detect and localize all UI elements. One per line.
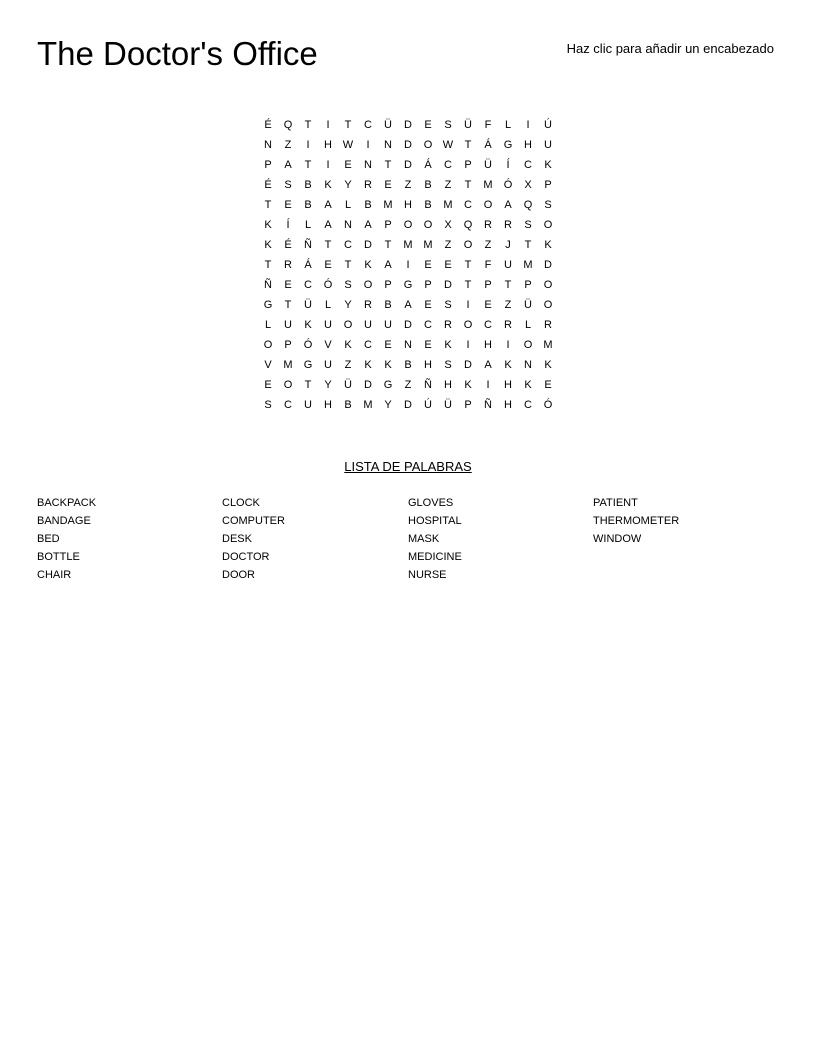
grid-letter: O — [403, 219, 413, 231]
grid-letter: R — [504, 219, 512, 231]
grid-letter: I — [466, 339, 470, 351]
grid-row — [258, 135, 558, 155]
grid-letter: P — [384, 219, 392, 231]
grid-letter: L — [504, 119, 512, 131]
grid-letter: E — [424, 339, 432, 351]
grid-row — [258, 155, 558, 175]
grid-letter: D — [404, 139, 412, 151]
grid-letter: B — [304, 199, 312, 211]
grid-letter: H — [444, 379, 452, 391]
grid-letter: B — [424, 179, 432, 191]
grid-letter: U — [544, 139, 552, 151]
grid-letter: E — [264, 379, 272, 391]
grid-letter: Ü — [524, 299, 532, 311]
grid-letter: O — [523, 339, 533, 351]
grid-letter: T — [524, 239, 532, 251]
grid-letter: E — [424, 299, 432, 311]
grid-letter: V — [324, 339, 332, 351]
grid-letter: N — [344, 219, 352, 231]
grid-letter: L — [524, 319, 532, 331]
word-list-title — [0, 459, 816, 475]
grid-letter: I — [326, 159, 330, 171]
grid-letter: K — [364, 259, 372, 271]
grid-letter: H — [424, 359, 432, 371]
grid-letter: P — [544, 179, 552, 191]
grid-letter: C — [304, 279, 312, 291]
grid-letter: G — [503, 139, 513, 151]
grid-letter: G — [383, 379, 393, 391]
grid-letter: T — [344, 259, 352, 271]
grid-letter: O — [423, 219, 433, 231]
grid-letter: M — [283, 359, 293, 371]
grid-letter: U — [304, 399, 312, 411]
grid-letter: R — [284, 259, 292, 271]
grid-letter: I — [306, 139, 310, 151]
grid-row — [258, 395, 558, 415]
grid-letter: A — [404, 299, 412, 311]
grid-letter: T — [344, 119, 352, 131]
word-list-item: BANDAGE — [37, 515, 91, 527]
grid-letter: A — [324, 199, 332, 211]
grid-letter: P — [464, 159, 472, 171]
grid-letter: D — [404, 319, 412, 331]
grid-letter: Y — [344, 299, 352, 311]
grid-letter: E — [424, 119, 432, 131]
grid-row — [258, 235, 558, 255]
grid-letter: N — [404, 339, 412, 351]
grid-letter: E — [344, 159, 352, 171]
grid-letter: E — [284, 199, 292, 211]
grid-letter: O — [543, 299, 553, 311]
grid-letter: A — [504, 199, 512, 211]
grid-letter: C — [524, 399, 532, 411]
grid-letter: B — [304, 179, 312, 191]
grid-letter: T — [384, 239, 392, 251]
grid-letter: Ü — [484, 159, 492, 171]
grid-letter: E — [284, 279, 292, 291]
grid-letter: K — [304, 319, 312, 331]
grid-letter: Z — [444, 179, 452, 191]
grid-letter: Q — [463, 219, 473, 231]
grid-letter: T — [464, 179, 472, 191]
grid-letter: T — [284, 299, 292, 311]
grid-letter: H — [504, 399, 512, 411]
grid-letter: A — [384, 259, 392, 271]
grid-letter: O — [483, 199, 493, 211]
grid-letter: Z — [344, 359, 352, 371]
grid-letter: M — [383, 199, 393, 211]
grid-letter: W — [442, 139, 454, 151]
grid-letter: P — [484, 279, 492, 291]
word-list-item: BOTTLE — [37, 551, 80, 563]
grid-letter: C — [364, 339, 372, 351]
grid-letter: C — [444, 159, 452, 171]
grid-letter: T — [304, 159, 312, 171]
grid-letter: Y — [384, 399, 392, 411]
grid-letter: L — [264, 319, 272, 331]
grid-letter: K — [264, 239, 272, 251]
grid-letter: R — [544, 319, 552, 331]
grid-row — [258, 215, 558, 235]
grid-letter: O — [283, 379, 293, 391]
grid-letter: U — [324, 359, 332, 371]
grid-letter: D — [404, 399, 412, 411]
grid-letter: Ñ — [484, 399, 492, 411]
word-list-column-3 — [408, 494, 588, 584]
grid-letter: D — [544, 259, 552, 271]
grid-letter: B — [404, 359, 412, 371]
grid-letter: Ñ — [424, 379, 432, 391]
grid-letter: V — [264, 359, 272, 371]
grid-letter: R — [364, 299, 372, 311]
grid-letter: S — [524, 219, 532, 231]
grid-letter: Á — [484, 139, 492, 151]
grid-letter: I — [366, 139, 370, 151]
grid-letter: P — [424, 279, 432, 291]
grid-letter: I — [506, 339, 510, 351]
add-header-placeholder[interactable]: Haz clic para añadir un encabezado — [566, 41, 774, 56]
grid-letter: M — [423, 239, 433, 251]
grid-letter: T — [464, 259, 472, 271]
grid-letter: K — [464, 379, 472, 391]
grid-letter: Í — [286, 219, 290, 231]
grid-letter: Z — [444, 239, 452, 251]
grid-letter: I — [406, 259, 410, 271]
word-list-item: PATIENT — [593, 497, 638, 509]
grid-row — [258, 255, 558, 275]
grid-letter: Ú — [424, 399, 432, 411]
word-list-column-4 — [593, 494, 773, 548]
grid-letter: E — [544, 379, 552, 391]
grid-row — [258, 275, 558, 295]
grid-letter: H — [324, 399, 332, 411]
grid-letter: Q — [523, 199, 533, 211]
grid-letter: X — [444, 219, 452, 231]
grid-letter: B — [424, 199, 432, 211]
grid-letter: G — [263, 299, 273, 311]
grid-letter: M — [363, 399, 373, 411]
grid-letter: Í — [506, 159, 510, 171]
grid-letter: A — [324, 219, 332, 231]
grid-letter: S — [544, 199, 552, 211]
word-search-grid — [258, 115, 558, 415]
grid-letter: Z — [404, 379, 412, 391]
grid-letter: U — [504, 259, 512, 271]
grid-letter: L — [344, 199, 352, 211]
grid-letter: Ó — [543, 399, 553, 411]
grid-letter: Ñ — [264, 279, 272, 291]
grid-row — [258, 295, 558, 315]
grid-letter: U — [364, 319, 372, 331]
grid-row — [258, 195, 558, 215]
grid-letter: T — [464, 279, 472, 291]
word-list-column-1 — [37, 494, 217, 584]
grid-letter: C — [344, 239, 352, 251]
grid-letter: R — [364, 179, 372, 191]
grid-letter: E — [384, 339, 392, 351]
grid-letter: M — [543, 339, 553, 351]
grid-letter: K — [384, 359, 392, 371]
grid-letter: U — [324, 319, 332, 331]
word-list-item: DOOR — [222, 569, 255, 581]
grid-letter: J — [505, 239, 511, 251]
grid-letter: T — [304, 379, 312, 391]
grid-letter: L — [324, 299, 332, 311]
grid-letter: P — [524, 279, 532, 291]
grid-letter: T — [464, 139, 472, 151]
grid-letter: I — [526, 119, 530, 131]
grid-letter: H — [504, 379, 512, 391]
grid-letter: Y — [344, 179, 352, 191]
grid-letter: C — [364, 119, 372, 131]
grid-letter: S — [444, 119, 452, 131]
grid-letter: E — [384, 179, 392, 191]
word-list-item: HOSPITAL — [408, 515, 462, 527]
grid-letter: I — [326, 119, 330, 131]
grid-letter: Z — [504, 299, 512, 311]
grid-letter: K — [264, 219, 272, 231]
page-title: The Doctor's Office — [37, 35, 318, 72]
grid-letter: C — [484, 319, 492, 331]
grid-row — [258, 335, 558, 355]
grid-letter: F — [484, 259, 492, 271]
grid-letter: H — [484, 339, 492, 351]
word-list-item: CHAIR — [37, 569, 72, 581]
grid-letter: I — [486, 379, 490, 391]
grid-letter: O — [423, 139, 433, 151]
grid-letter: T — [324, 239, 332, 251]
grid-letter: Ó — [303, 339, 313, 351]
grid-letter: P — [284, 339, 292, 351]
grid-letter: O — [543, 219, 553, 231]
grid-row — [258, 355, 558, 375]
grid-letter: D — [464, 359, 472, 371]
grid-letter: Á — [424, 159, 432, 171]
grid-letter: É — [264, 119, 272, 131]
grid-letter: R — [484, 219, 492, 231]
grid-letter: Y — [324, 379, 332, 391]
grid-letter: T — [504, 279, 512, 291]
grid-letter: R — [504, 319, 512, 331]
grid-letter: M — [403, 239, 413, 251]
grid-letter: L — [304, 219, 312, 231]
grid-letter: P — [464, 399, 472, 411]
grid-letter: Z — [284, 139, 292, 151]
grid-letter: D — [364, 379, 372, 391]
word-list-item: MASK — [408, 533, 440, 545]
grid-letter: K — [544, 359, 552, 371]
grid-letter: Ü — [344, 379, 352, 391]
grid-letter: O — [543, 279, 553, 291]
grid-letter: A — [364, 219, 372, 231]
grid-letter: O — [463, 319, 473, 331]
grid-letter: U — [284, 319, 292, 331]
grid-letter: E — [444, 259, 452, 271]
grid-letter: Ü — [464, 119, 472, 131]
grid-letter: O — [363, 279, 373, 291]
grid-letter: T — [384, 159, 392, 171]
grid-letter: E — [324, 259, 332, 271]
word-list-item: COMPUTER — [222, 515, 285, 527]
grid-letter: F — [484, 119, 492, 131]
grid-letter: É — [264, 179, 272, 191]
grid-letter: W — [342, 139, 354, 151]
grid-letter: U — [384, 319, 392, 331]
grid-letter: C — [524, 159, 532, 171]
grid-letter: Ó — [323, 279, 333, 291]
grid-letter: N — [364, 159, 372, 171]
word-list-item: BACKPACK — [37, 497, 97, 509]
grid-letter: K — [444, 339, 452, 351]
grid-letter: H — [524, 139, 532, 151]
grid-letter: G — [303, 359, 313, 371]
grid-letter: Ü — [384, 119, 392, 131]
grid-letter: I — [466, 299, 470, 311]
word-list-column-2 — [222, 494, 402, 584]
grid-letter: K — [344, 339, 352, 351]
grid-letter: A — [484, 359, 492, 371]
grid-letter: N — [524, 359, 532, 371]
word-list-item: THERMOMETER — [593, 515, 680, 527]
grid-letter: K — [504, 359, 512, 371]
grid-row — [258, 175, 558, 195]
grid-letter: Á — [304, 259, 312, 271]
grid-letter: G — [403, 279, 413, 291]
grid-letter: B — [344, 399, 352, 411]
grid-letter: K — [324, 179, 332, 191]
grid-letter: T — [264, 259, 272, 271]
grid-letter: P — [264, 159, 272, 171]
grid-letter: É — [284, 239, 292, 251]
grid-letter: Ü — [304, 299, 312, 311]
grid-letter: H — [324, 139, 332, 151]
grid-letter: S — [344, 279, 352, 291]
grid-letter: Z — [404, 179, 412, 191]
grid-letter: E — [484, 299, 492, 311]
grid-letter: B — [384, 299, 392, 311]
grid-letter: O — [263, 339, 273, 351]
grid-letter: D — [404, 119, 412, 131]
grid-letter: D — [404, 159, 412, 171]
grid-letter: X — [524, 179, 532, 191]
grid-letter: Q — [283, 119, 293, 131]
grid-letter: S — [264, 399, 272, 411]
grid-letter: A — [284, 159, 292, 171]
grid-letter: C — [284, 399, 292, 411]
grid-letter: D — [364, 239, 372, 251]
word-list-item: GLOVES — [408, 497, 454, 509]
grid-letter: M — [523, 259, 533, 271]
grid-letter: S — [444, 299, 452, 311]
grid-letter: Ó — [503, 179, 513, 191]
grid-letter: S — [444, 359, 452, 371]
word-list-item: DESK — [222, 533, 252, 545]
grid-letter: P — [384, 279, 392, 291]
grid-letter: C — [464, 199, 472, 211]
grid-letter: N — [264, 139, 272, 151]
grid-letter: K — [544, 239, 552, 251]
grid-letter: Ñ — [304, 239, 312, 251]
grid-letter: D — [444, 279, 452, 291]
grid-letter: R — [444, 319, 452, 331]
grid-letter: T — [304, 119, 312, 131]
word-list-item: MEDICINE — [408, 551, 462, 563]
grid-letter: O — [463, 239, 473, 251]
grid-letter: C — [424, 319, 432, 331]
word-list-item: NURSE — [408, 569, 447, 581]
grid-letter: Z — [484, 239, 492, 251]
grid-letter: O — [343, 319, 353, 331]
grid-letter: Ü — [444, 399, 452, 411]
grid-letter: Ú — [544, 119, 552, 131]
grid-row — [258, 115, 558, 135]
grid-letter: S — [284, 179, 292, 191]
grid-letter: B — [364, 199, 372, 211]
word-list-title-text: LISTA DE PALABRAS — [344, 459, 472, 474]
word-list-item: DOCTOR — [222, 551, 270, 563]
grid-row — [258, 315, 558, 335]
word-list-item: WINDOW — [593, 533, 642, 545]
word-list-item: CLOCK — [222, 497, 260, 509]
grid-letter: M — [483, 179, 493, 191]
grid-letter: H — [404, 199, 412, 211]
grid-letter: K — [544, 159, 552, 171]
grid-letter: M — [443, 199, 453, 211]
word-list-item: BED — [37, 533, 60, 545]
grid-letter: T — [264, 199, 272, 211]
grid-letter: N — [384, 139, 392, 151]
grid-letter: E — [424, 259, 432, 271]
grid-letter: K — [524, 379, 532, 391]
grid-letter: K — [364, 359, 372, 371]
grid-row — [258, 375, 558, 395]
